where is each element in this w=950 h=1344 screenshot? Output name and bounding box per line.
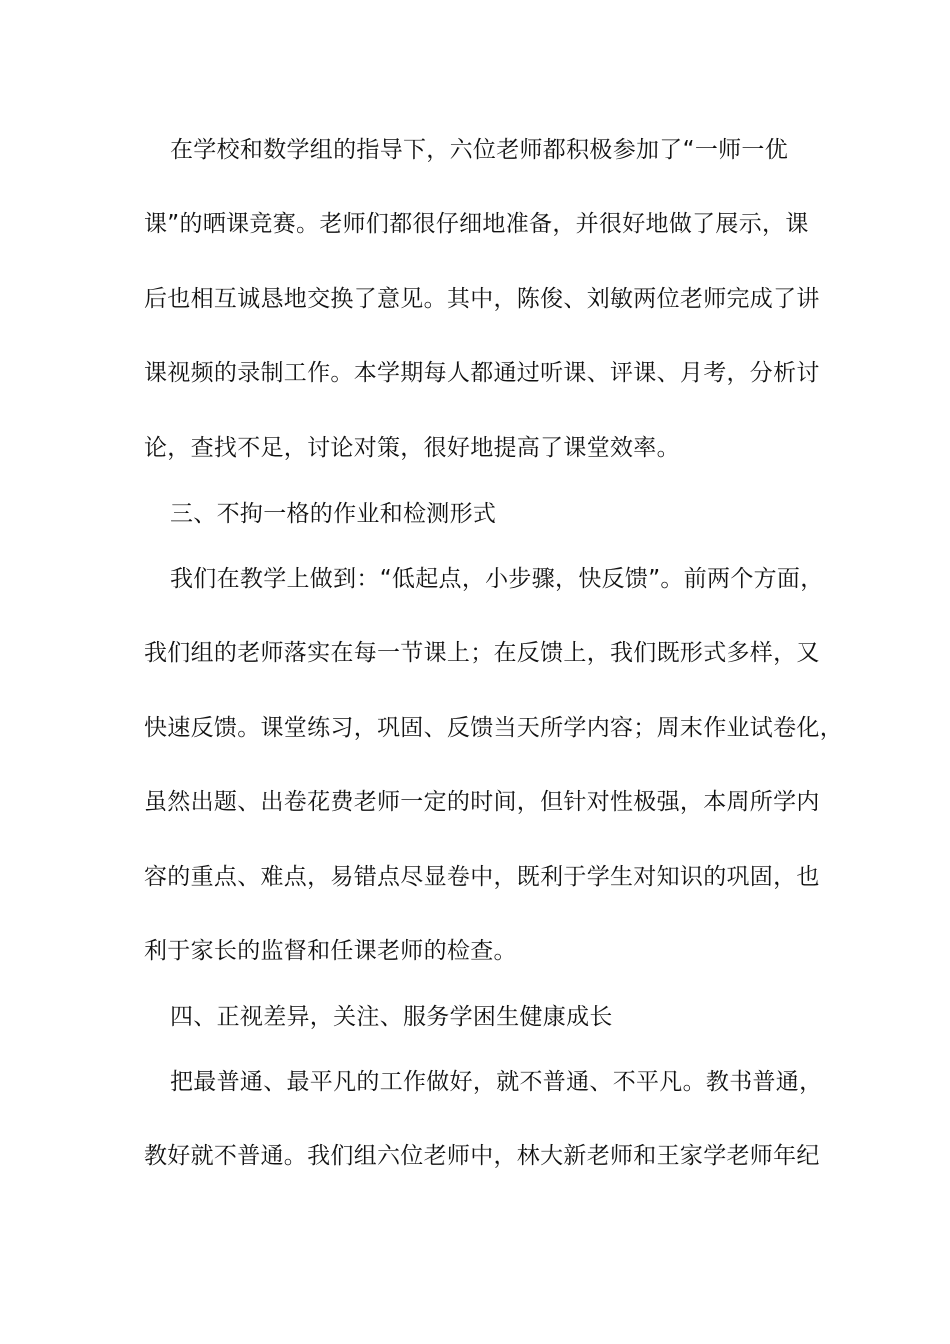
paragraph-1-line-3: 后也相互诚恳地交换了意见。其中，陈俊、刘敏两位老师完成了讲 — [144, 286, 820, 312]
paragraph-1-line-5: 论，查找不足，讨论对策，很好地提高了课堂效率。 — [144, 435, 680, 461]
paragraph-1-line-1: 在学校和数学组的指导下，六位老师都积极参加了“一师一优 — [170, 137, 789, 163]
paragraph-3-line-1: 把最普通、最平凡的工作做好，就不普通、不平凡。教书普通， — [170, 1069, 823, 1095]
section-heading-4: 四、正视差异，关注、服务学困生健康成长 — [170, 1004, 613, 1030]
paragraph-2-line-5: 容的重点、难点，易错点尽显卷中，既利于学生对知识的巩固，也 — [144, 864, 820, 890]
paragraph-2-line-2: 我们组的老师落实在每一节课上；在反馈上，我们既形式多样，又 — [144, 640, 820, 666]
paragraph-2-line-3: 快速反馈。课堂练习，巩固、反馈当天所学内容；周末作业试卷化， — [144, 715, 843, 741]
paragraph-3-line-2: 教好就不普通。我们组六位老师中，林大新老师和王家学老师年纪 — [144, 1143, 820, 1169]
paragraph-2-line-6: 利于家长的监督和任课老师的检查。 — [144, 938, 517, 964]
paragraph-2-line-4: 虽然出题、出卷花费老师一定的时间，但针对性极强，本周所学内 — [144, 789, 820, 815]
paragraph-1-line-4: 课视频的录制工作。本学期每人都通过听课、评课、月考，分析讨 — [144, 360, 820, 386]
paragraph-1-line-2: 课”的晒课竞赛。老师们都很仔细地准备，并很好地做了展示，课 — [144, 211, 809, 237]
paragraph-2-line-1: 我们在教学上做到：“低起点，小步骤，快反馈”。前两个方面， — [170, 566, 824, 592]
section-heading-3: 三、不拘一格的作业和检测形式 — [170, 501, 497, 527]
